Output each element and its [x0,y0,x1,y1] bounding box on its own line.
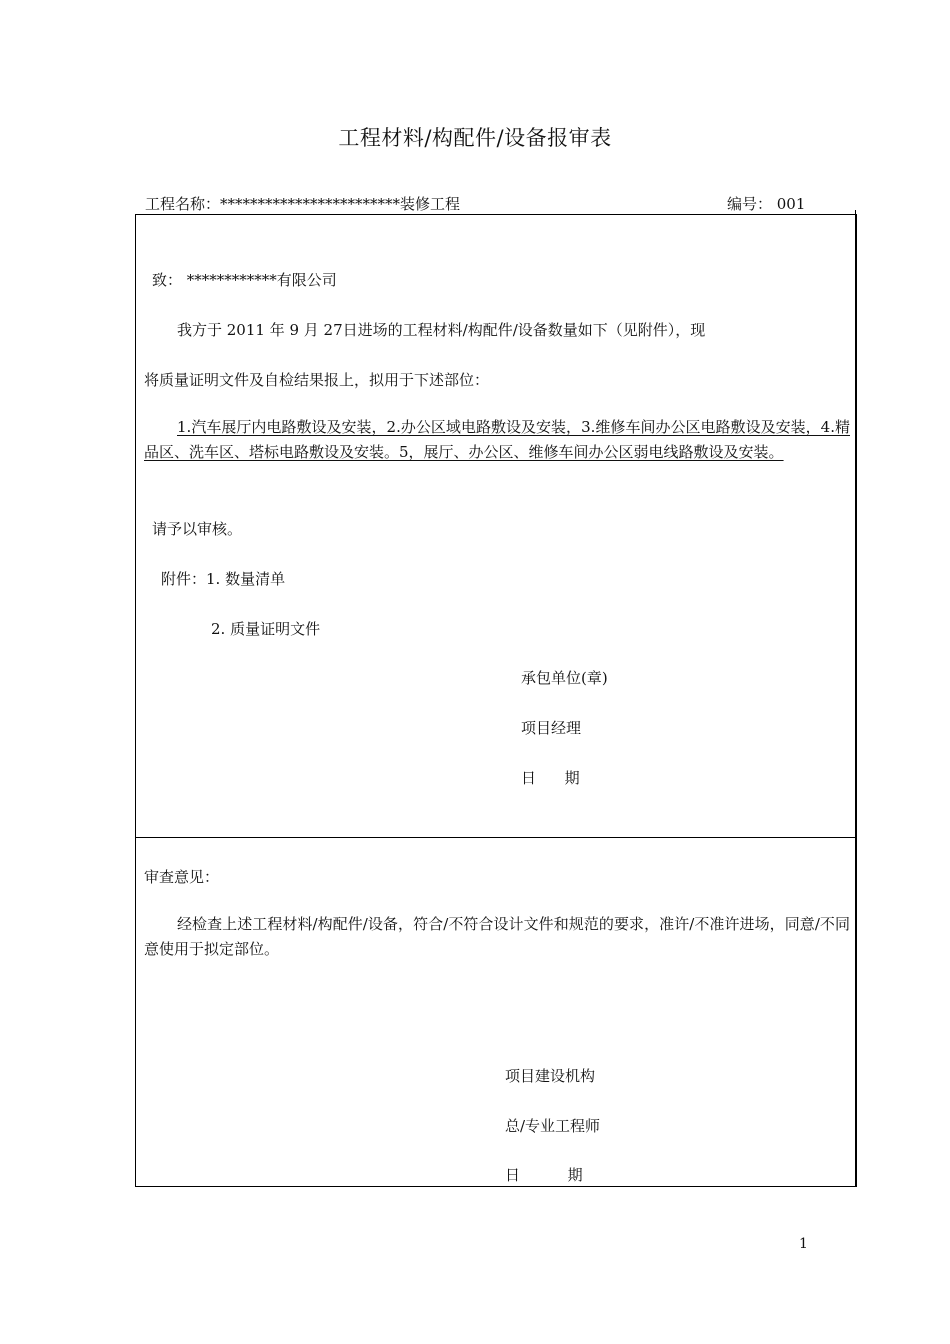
attachment-item-2: 2. 质量证明文件 [211,620,321,638]
submission-date-label: 日 期 [521,769,580,787]
submission-line-2: 将质量证明文件及自检结果报上，拟用于下述部位： [144,371,490,389]
work-locations: 1.汽车展厅内电路敷设及安装，2.办公区域电路敷设及安装，3.维修车间办公区电路敷设及安装，4.精品区、洗车区、塔标电路敷设及安装。5，展厅、办公区、维修车间办公区弱电线路敷设及安装。 [144,418,850,461]
submission-line-1: 我方于 2011 年 9 月 27日进场的工程材料/构配件/设备数量如下（见附件），现 [177,321,706,339]
form-title: 工程材料/构配件/设备报审表 [338,126,612,150]
review-opinion: 经检查上述工程材料/构配件/设备，符合/不符合设计文件和规范的要求，准许/不准许进场，同意/不同意使用于拟定部位。 [144,915,850,958]
addressee: 致： ************有限公司 [152,271,337,289]
contractor-unit-label: 承包单位(章) [521,669,608,687]
page-number: 1 [799,1236,808,1252]
review-date-label: 日 期 [505,1166,583,1184]
form-number: 编号： 001 [727,195,806,213]
agency-label: 项目建设机构 [505,1067,596,1085]
attachment-item-1: 附件：1. 数量清单 [161,570,286,588]
engineer-label: 总/专业工程师 [505,1117,601,1135]
submission-section [135,214,857,838]
review-heading: 审查意见： [144,868,220,886]
table-border-line [855,210,856,1187]
review-section [135,837,857,1187]
project-manager-label: 项目经理 [521,719,582,737]
project-name: 工程名称：************************装修工程 [145,195,461,213]
review-request: 请予以审核。 [152,520,243,538]
